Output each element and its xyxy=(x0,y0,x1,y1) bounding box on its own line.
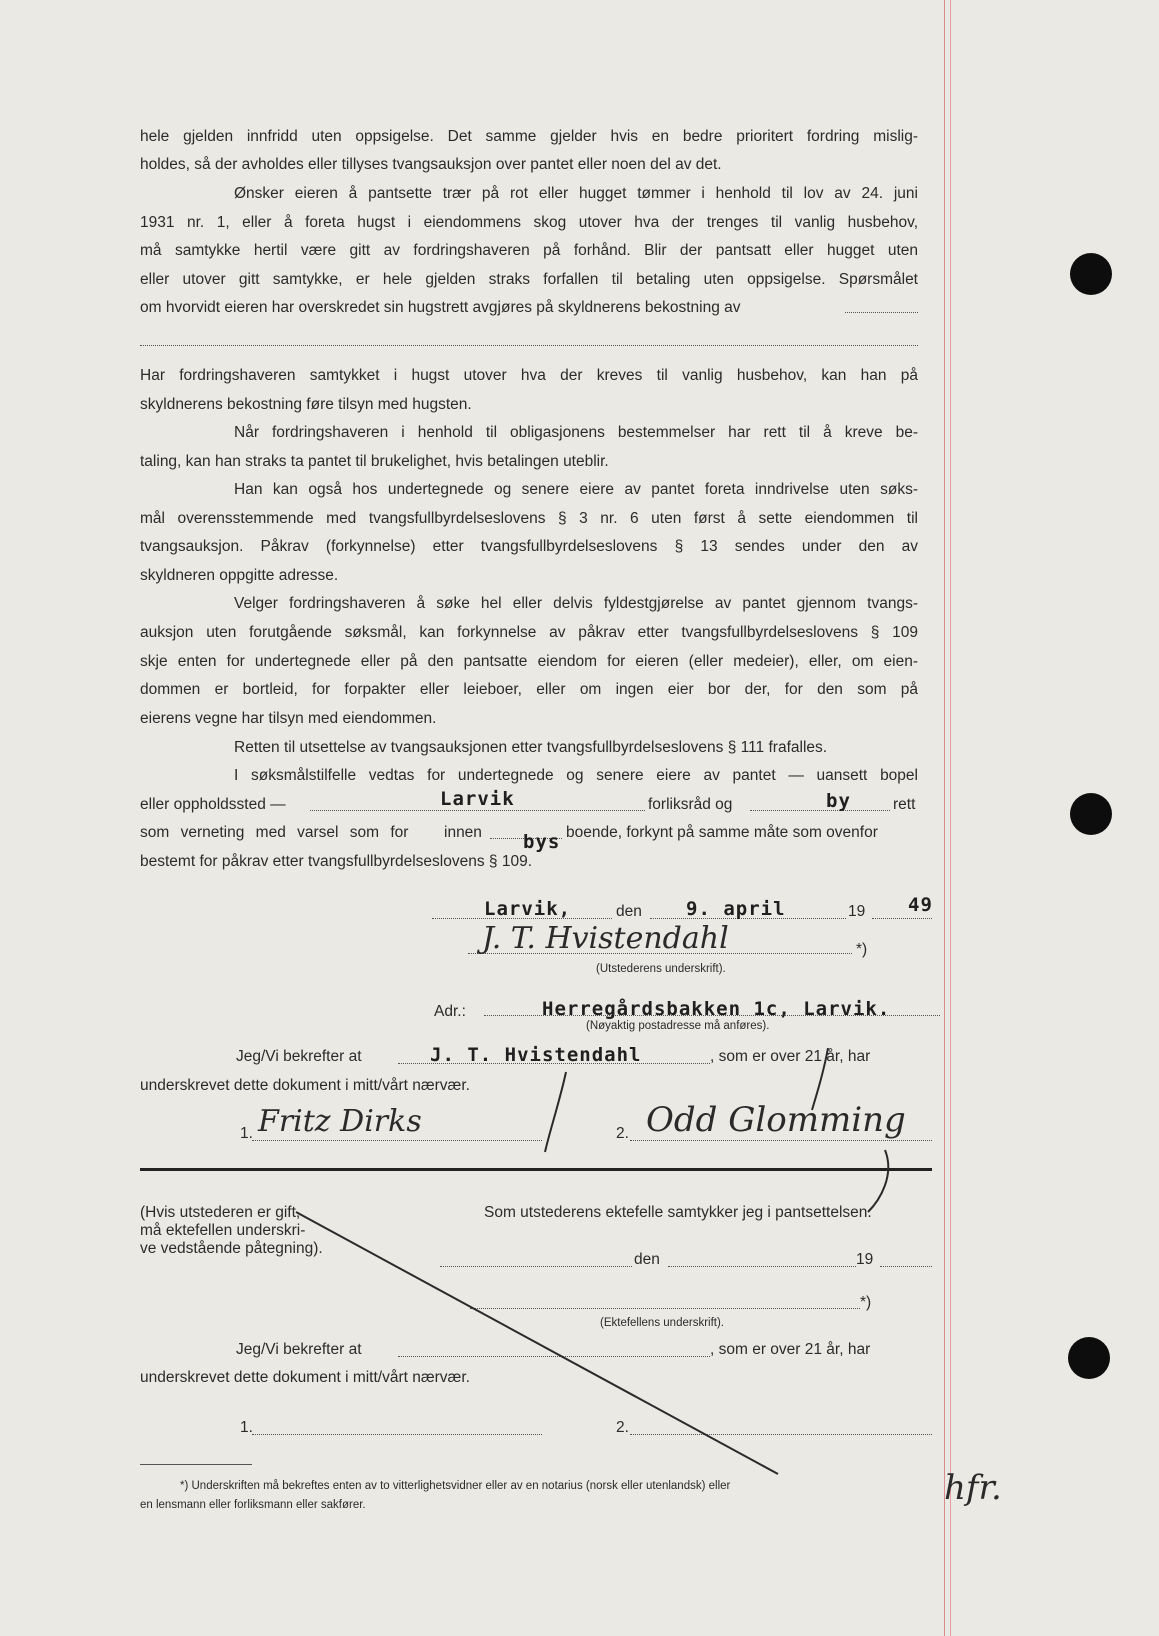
body-line: 1931 nr. 1, eller å foreta hugst i eiendommens skog utover hva der trenges til vanlig husbehov, xyxy=(140,214,918,231)
typed-venue-bys: bys xyxy=(523,831,561,853)
body-line: eller utover gitt samtykke, er hele gjelden straks forfallen til betaling uten oppsigelse. Spørsmålet xyxy=(140,271,918,288)
body-line: dommen er bortleid, for forpakter eller leieboer, eller om ingen eier bor der, for den som på xyxy=(140,681,918,698)
body-line: Retten til utsettelse av tvangsauksjonen etter tvangsfullbyrdelseslovens § 111 frafalles. xyxy=(234,739,828,756)
witness-2-signature: Odd Glomming xyxy=(646,1100,906,1140)
signature-flourish xyxy=(812,1048,828,1110)
confirm-label: underskrevet dette dokument i mitt/vårt nærvær. xyxy=(140,1369,470,1386)
body-line: tvangsauksjon. Påkrav (forkynnelse) etter tvangsfullbyrdelseslovens § 13 sendes under den av xyxy=(140,538,918,555)
confirm-label: underskrevet dette dokument i mitt/vårt nærvær. xyxy=(140,1077,470,1094)
footnote: en lensmann eller forliksmann eller sakfører. xyxy=(140,1499,366,1511)
witness-1-label: 1. xyxy=(240,1125,253,1142)
typed-venue-place: Larvik xyxy=(440,788,515,810)
body-line: eierens vegne har tilsyn med eiendommen. xyxy=(140,710,437,727)
body-line: Har fordringshaveren samtykket i hugst utover hva der kreves til vanlig husbehov, kan han på xyxy=(140,367,918,384)
confirm-label: Jeg/Vi bekrefter at xyxy=(236,1341,362,1358)
body-line: innen xyxy=(444,824,482,841)
address-note: (Nøyaktig postadresse må anføres). xyxy=(586,1020,770,1032)
body-line: eller oppholdssted — xyxy=(140,796,286,813)
margin-initials: hfr. xyxy=(944,1468,1002,1508)
body-line: taling, kan han straks ta pantet til brukelighet, hvis betalingen uteblir. xyxy=(140,453,609,470)
body-line: som verneting med varsel som for xyxy=(140,824,409,841)
confirm-label: Jeg/Vi bekrefter at xyxy=(236,1048,362,1065)
century-label: 19 xyxy=(848,903,866,920)
body-line: holdes, så der avholdes eller tillyses tvangsauksjon over pantet eller noen del av det. xyxy=(140,156,722,173)
date-label: den xyxy=(634,1251,660,1268)
footnote: *) Underskriften må bekreftes enten av to vitterlighetsvidner eller av en notarius (norsk eller utenlandsk) eller xyxy=(180,1480,731,1492)
strike-through-line xyxy=(296,1212,778,1474)
spouse-note: må ektefellen underskri- xyxy=(140,1222,306,1239)
body-line: skje enten for undertegnede eller på den pantsatte eiendom for eieren (eller medeier), eller, om eien- xyxy=(140,653,918,670)
confirm-label: , som er over 21 år, har xyxy=(710,1341,871,1358)
body-line: boende, forkynt på samme måte som ovenfor xyxy=(566,824,878,841)
body-line: skyldnerens bekostning føre tilsyn med hugsten. xyxy=(140,396,472,413)
body-line: om hvorvidt eieren har overskredet sin hugstrett avgjøres på skyldnerens bekostning av xyxy=(140,299,741,316)
footnote-marker: *) xyxy=(860,1294,872,1311)
date-label: den xyxy=(616,903,642,920)
witness-2-label: 2. xyxy=(616,1125,629,1142)
witness-2-label: 2. xyxy=(616,1419,629,1436)
body-line: auksjon uten forutgående søksmål, kan forkynnelse av påkrav etter tvangsfullbyrdelseslovens § 109 xyxy=(140,624,918,641)
body-line: må samtykke hertil være gitt av fordringshaveren på forhånd. Blir der pantsatt eller hugget uten xyxy=(140,242,918,259)
body-line: I søksmålstilfelle vedtas for undertegnede og senere eiere av pantet — uansett bopel xyxy=(234,767,918,784)
typed-day: 9. april xyxy=(686,898,786,920)
body-line: Velger fordringshaveren å søke hel eller delvis fyldestgjørelse av pantet gjennom tvangs- xyxy=(234,595,918,612)
body-line: Han kan også hos undertegnede og senere eiere av pantet foreta inndrivelse uten søks- xyxy=(234,481,918,498)
spouse-note: (Hvis utstederen er gift, xyxy=(140,1204,301,1221)
century-label: 19 xyxy=(856,1251,874,1268)
issuer-signature: J. T. Hvistendahl xyxy=(482,921,729,956)
footnote-marker: *) xyxy=(856,941,868,958)
body-line: Når fordringshaveren i henhold til obligasjonens bestemmelser har rett til å kreve be- xyxy=(234,424,918,441)
body-line: hele gjelden innfridd uten oppsigelse. Det samme gjelder hvis en bedre prioritert fordring mislig- xyxy=(140,128,918,145)
typed-place: Larvik, xyxy=(484,898,572,920)
typed-issuer-name: J. T. Hvistendahl xyxy=(430,1044,642,1066)
body-line: Ønsker eieren å pantsette trær på rot eller hugget tømmer i henhold til lov av 24. juni xyxy=(234,185,918,202)
body-line: rett xyxy=(893,796,916,813)
issuer-signature-note: (Utstederens underskrift). xyxy=(596,963,726,975)
body-line: forliksråd og xyxy=(648,796,733,813)
witness-1-label: 1. xyxy=(240,1419,253,1436)
typed-address: Herregårdsbakken 1c, Larvik. xyxy=(542,998,891,1020)
confirm-label: , som er over 21 år, har xyxy=(710,1048,871,1065)
signature-flourish xyxy=(868,1150,888,1212)
address-label: Adr.: xyxy=(434,1003,466,1020)
body-line: skyldneren oppgitte adresse. xyxy=(140,567,339,584)
spouse-signature-note: (Ektefellens underskrift). xyxy=(600,1317,724,1329)
spouse-note: ve vedstående påtegning). xyxy=(140,1240,323,1257)
body-line: mål overensstemmende med tvangsfullbyrdelseslovens § 3 nr. 6 uten først å sette eiendommen til xyxy=(140,510,918,527)
witness-1-signature: Fritz Dirks xyxy=(258,1104,422,1139)
signature-flourish xyxy=(545,1072,566,1152)
typed-venue-by: by xyxy=(826,790,851,812)
spouse-consent: Som utstederens ektefelle samtykker jeg i pantsettelsen. xyxy=(484,1204,872,1221)
typed-year: 49 xyxy=(908,894,933,916)
body-line: bestemt for påkrav etter tvangsfullbyrdelseslovens § 109. xyxy=(140,853,533,870)
